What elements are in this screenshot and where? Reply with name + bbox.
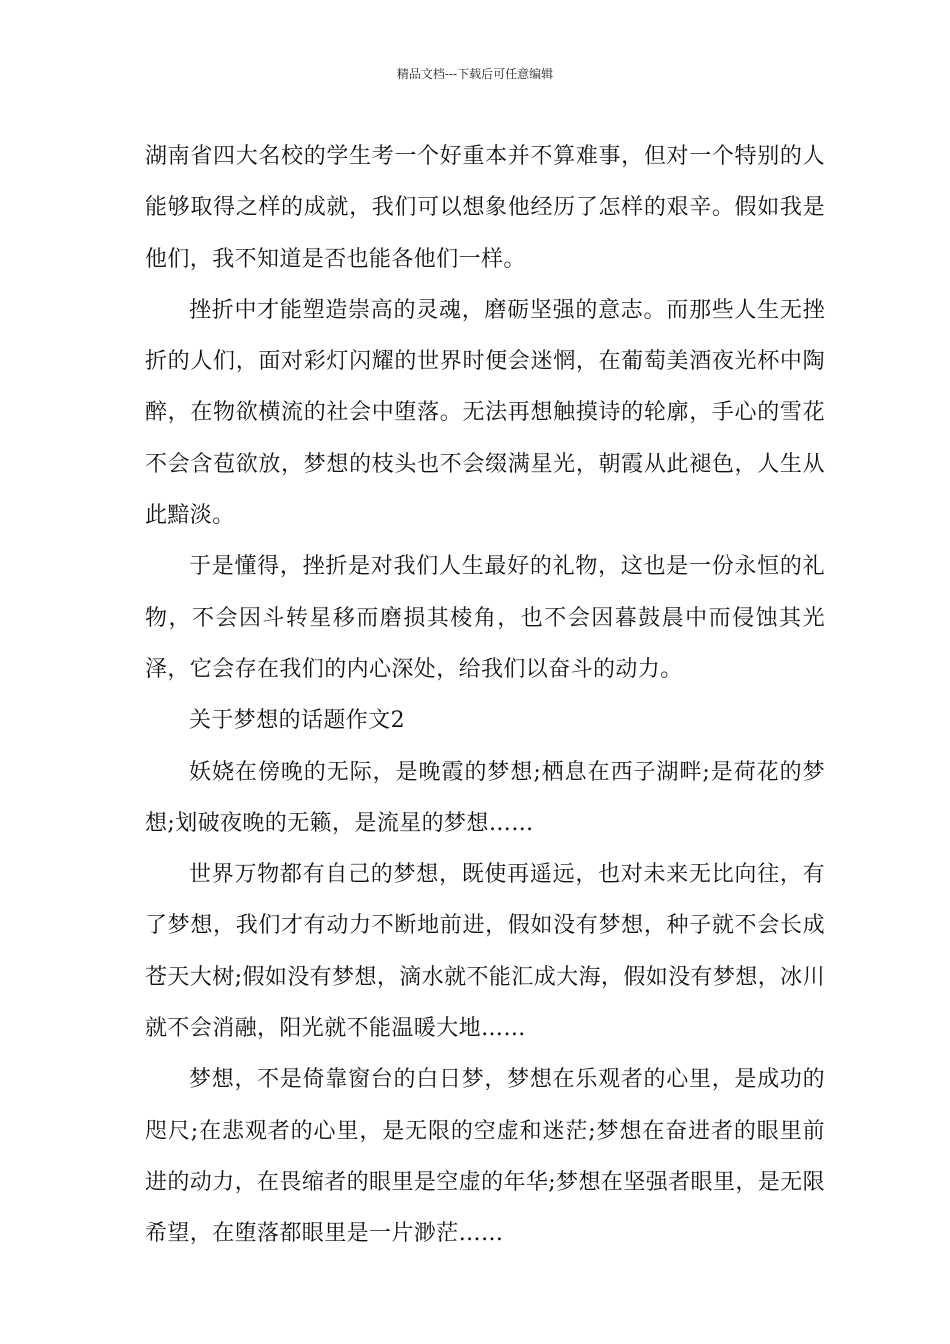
- section-title: 关于梦想的话题作文2: [189, 708, 405, 734]
- page-header: 精品文档---下载后可任意编辑: [396, 67, 554, 81]
- paragraph: 妖娆在傍晚的无际，是晚霞的梦想;栖息在西子湖畔;是荷花的梦想;划破夜晚的无籁，是流星的梦想……: [145, 759, 825, 836]
- paragraph: 挫折中才能塑造崇高的灵魂，磨砺坚强的意志。而那些人生无挫折的人们，面对彩灯闪耀的世界时便会迷惘，在葡萄美酒夜光杯中陶醉，在物欲横流的社会中堕落。无法再想触摸诗的轮廓，手心的雪花不会含苞欲放，梦想的枝头也不会缀满星光，朝霞从此褪色，人生从此黯淡。: [145, 297, 825, 529]
- document-body: [145, 131, 825, 1260]
- paragraph: 于是懂得，挫折是对我们人生最好的礼物，这也是一份永恒的礼物，不会因斗转星移而磨损其棱角，也不会因暮鼓晨中而侵蚀其光泽，它会存在我们的内心深处，给我们以奋斗的动力。: [145, 554, 825, 682]
- paragraph: 梦想，不是倚靠窗台的白日梦，梦想在乐观者的心里，是成功的咫尺;在悲观者的心里，是无限的空虚和迷茫;梦想在奋进者的眼里前进的动力，在畏缩者的眼里是空虚的年华;梦想在坚强者眼里，是无限希望，在堕落都眼里是一片渺茫……: [145, 1067, 825, 1247]
- paragraph-continued: 湖南省四大名校的学生考一个好重本并不算难事，但对一个特别的人能够取得之样的成就，我们可以想象他经历了怎样的艰辛。假如我是他们，我不知道是否也能各他们一样。: [145, 144, 825, 272]
- paragraph: 世界万物都有自己的梦想，既使再遥远，也对未来无比向往，有了梦想，我们才有动力不断地前进，假如没有梦想，种子就不会长成苍天大树;假如没有梦想，滴水就不能汇成大海，假如没有梦想，冰川就不会消融，阳光就不能温暖大地……: [145, 862, 825, 1042]
